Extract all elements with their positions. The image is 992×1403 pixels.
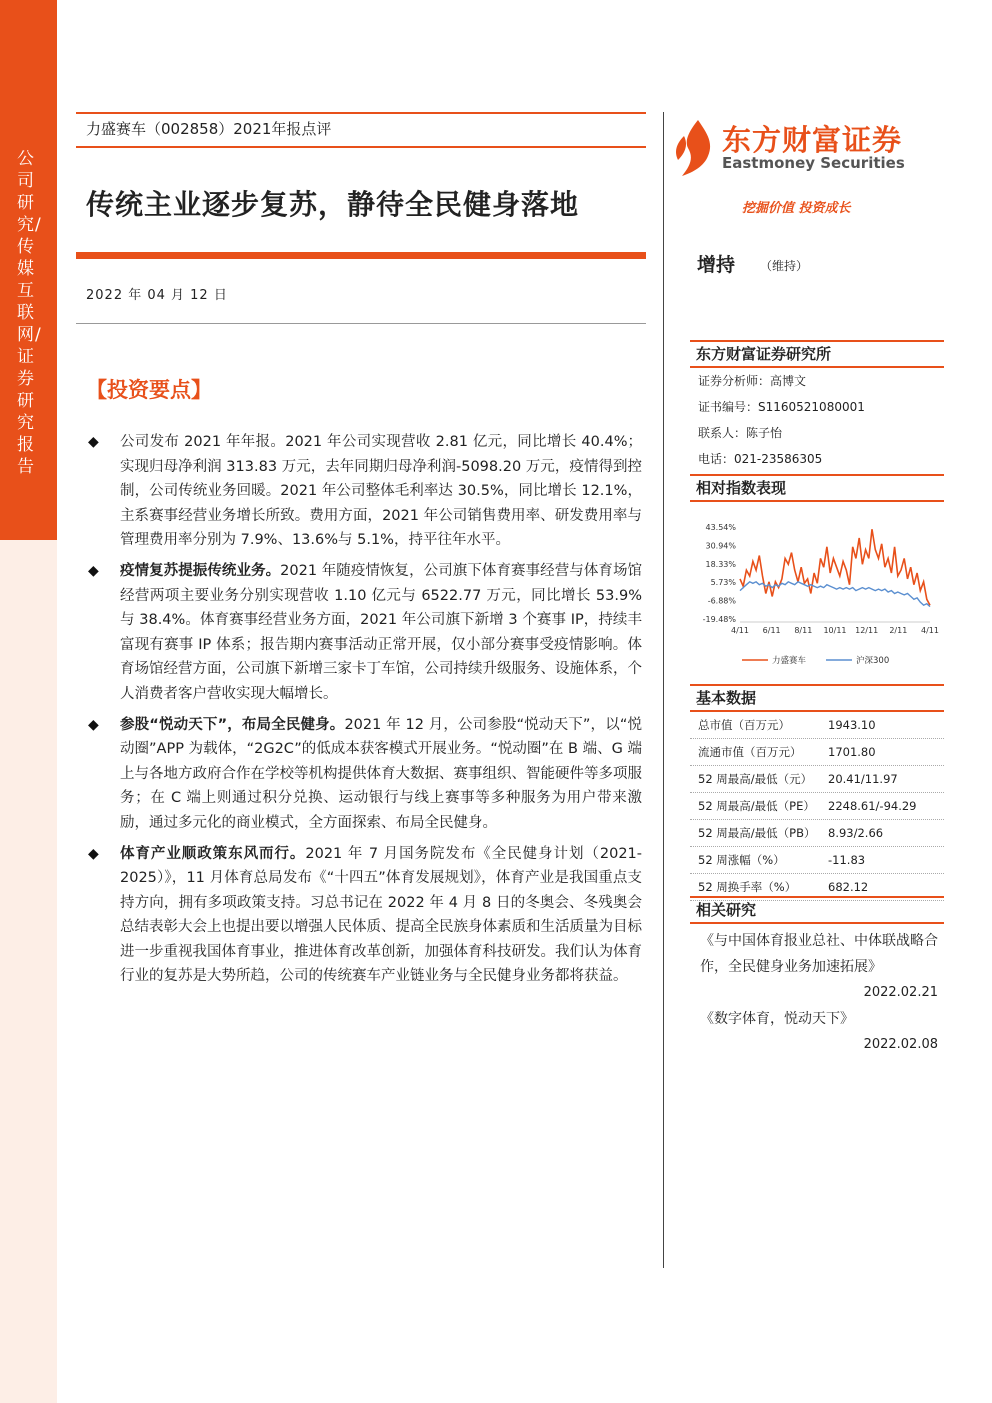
basic-value: 1701.80 [828, 745, 876, 759]
bullet-item [86, 842, 642, 990]
x-tick-label: 6/11 [762, 626, 781, 635]
diamond-bullet-icon: ◆ [88, 562, 99, 579]
investment-points [86, 430, 642, 989]
contact: 联系人：陈子怡 [698, 426, 783, 440]
basic-row [690, 793, 944, 820]
y-tick-label: 30.94% [705, 541, 736, 551]
rating-note: （维持） [760, 259, 809, 273]
related-section [690, 896, 944, 1058]
x-tick-label: 10/11 [823, 626, 847, 635]
basic-key: 52 周最高/最低（元） [698, 772, 813, 786]
section-heading: 【投资要点】 [86, 377, 212, 402]
related-item-title[interactable]: 《与中国体育报业总社、中体联战略合作，全民健身业务加速拓展》 [700, 933, 938, 975]
basic-section [690, 684, 944, 901]
related-item-date: 2022.02.21 [863, 985, 938, 1000]
diamond-bullet-icon: ◆ [88, 434, 99, 450]
basic-title: 基本数据 [690, 684, 944, 712]
basic-row [690, 847, 944, 874]
perf-title: 相对指数表现 [690, 474, 944, 502]
series-line-hs300 [740, 582, 930, 607]
bullet-text: 2021 年 12 月，公司参股“悦动天下”，以“悦动圈”APP 为载体，“2G2C”的低成本获客模式开展业务。“悦动圈”在 B 端、G 端上与各地方政府合作在学校等机构提供体育大数据、赛事组织、智能硬件等多项服务；在 C 端上则通过积分兑换、运动银行与线上赛事等多种服务为用户带来激励，通过多元化的商业模式，全方面探索、布局全民健身。 [120, 716, 643, 831]
x-tick-label: 12/11 [855, 626, 879, 635]
legend-label-lisheng: 力盛赛车 [772, 656, 807, 666]
header-bottom-rule [76, 146, 646, 148]
basic-value: 8.93/2.66 [828, 826, 884, 840]
diamond-bullet-icon: ◆ [88, 716, 99, 733]
basic-row [690, 739, 944, 766]
basic-value: 20.41/11.97 [828, 772, 898, 786]
y-tick-label: 43.54% [705, 523, 736, 532]
basic-row [690, 820, 944, 847]
related-item-date: 2022.02.08 [863, 1037, 938, 1052]
basic-key: 52 周涨幅（%） [698, 853, 785, 867]
divider [76, 323, 646, 324]
bullet-lead: 体育产业顺政策东风而行。 [120, 845, 306, 862]
cert-number: 证书编号：S1160521080001 [698, 400, 865, 414]
institute-section [690, 340, 944, 472]
basic-key: 52 周最高/最低（PB） [698, 826, 816, 840]
bullet-text: 2021 年 7 月国务院发布《全民健身计划（2021-2025）》，11 月体育总局发布《“十四五”体育发展规划》，体育产业是我国重点支持方向，拥有多项政策支持。习总书记在 2022 年 4 月 8 日的冬奥会、冬残奥会总结表彰大会上也提出要以增强人民体质、提高全民族身体素质和生活质量为目标进一步重视我国体育事业，推进体育改革创新，加强体育科技研发。我们认为体育行业的复苏是大势所趋，公司的传统赛车产业链业务与全民健身业务都将获益。 [120, 845, 643, 985]
column-divider [663, 112, 664, 1268]
relative-performance-chart [690, 505, 944, 685]
bullet-lead: 疫情复苏提振传统业务。 [120, 562, 281, 579]
basic-value: 2248.61/-94.29 [828, 799, 917, 813]
sidebar [0, 0, 57, 1403]
x-tick-label: 4/11 [731, 626, 749, 635]
basic-key: 52 周最高/最低（PE） [698, 799, 815, 813]
phone: 电话：021-23586305 [698, 452, 823, 466]
report-title: 力盛赛车（002858）2021年报点评 [86, 120, 332, 138]
y-tick-label: -19.48% [702, 615, 736, 624]
basic-key: 52 周换手率（%） [698, 880, 797, 894]
y-tick-label: 5.73% [710, 578, 736, 588]
basic-row [690, 766, 944, 793]
x-tick-label: 8/11 [794, 626, 813, 635]
report-date: 2022 年 04 月 12 日 [86, 288, 228, 303]
flame-logo-icon [670, 118, 720, 180]
slogan: 挖掘价值 投资成长 [742, 201, 851, 216]
bullet-item [86, 559, 642, 707]
y-tick-label: -6.88% [707, 596, 736, 606]
basic-value: -11.83 [828, 853, 866, 867]
sidebar-category: 公司研究/传媒互联网/证券研究报告 [17, 149, 42, 477]
basic-key: 流通市值（百万元） [698, 745, 802, 759]
institute-title: 东方财富证券研究所 [690, 340, 944, 368]
perf-section [690, 474, 944, 502]
title-rule [76, 252, 646, 259]
y-tick-label: 18.33% [705, 559, 736, 569]
x-tick-label: 4/11 [921, 626, 939, 635]
bullet-lead: 参股“悦动天下”，布局全民健身。 [120, 716, 345, 733]
bullet-text: 公司发布 2021 年年报。2021 年公司实现营收 2.81 亿元，同比增长 40.4%；实现归母净利润 313.83 万元，去年同期归母净利润-5098.20 万元，疫情得到控制，公司传统业务回暖。2021 年公司整体毛利率达 30.5%，同比增长 12.1%，主系赛事经营业务增长所致。费用方面，2021 年公司销售费用率、研发费用率与管理费用率分别为 7.9%、13.6%与 5.1%，持平往年水平。 [120, 434, 642, 549]
bullet-item [86, 430, 642, 553]
analyst: 证券分析师：高博文 [698, 374, 807, 388]
header-top-rule [76, 112, 646, 114]
rating: 增持 [697, 254, 736, 276]
legend-label-hs300: 沪深300 [856, 656, 890, 666]
logo-cn: 东方财富证券 [722, 123, 903, 157]
related-title: 相关研究 [690, 896, 944, 924]
page-title: 传统主业逐步复苏，静待全民健身落地 [86, 188, 580, 221]
x-tick-label: 2/11 [889, 626, 908, 635]
brand-logo [670, 112, 940, 182]
basic-row [690, 712, 944, 739]
bullet-item [86, 713, 642, 836]
basic-value: 682.12 [828, 880, 869, 894]
related-item-title[interactable]: 《数字体育，悦动天下》 [700, 1011, 854, 1027]
basic-value: 1943.10 [828, 718, 876, 732]
basic-key: 总市值（百万元） [698, 718, 790, 732]
logo-en: Eastmoney Securities [722, 154, 905, 172]
bullet-text: 2021 年随疫情恢复，公司旗下体育赛事经营与体育场馆经营两项主要业务分别实现营收 1.10 亿元与 6522.77 万元，同比增长 53.9%与 38.4%。体育赛事经营业务方面，2021 年公司旗下新增 3 个赛事 IP，持续丰富现有赛事 IP 体系；报告期内赛事活动正常开展，仅小部分赛事受疫情影响。体育场馆经营方面，公司旗下新增三家卡丁车馆，公司持续升级服务、设施体系，个人消费者客户营收实现大幅增长。 [120, 562, 643, 702]
diamond-bullet-icon: ◆ [88, 845, 99, 862]
